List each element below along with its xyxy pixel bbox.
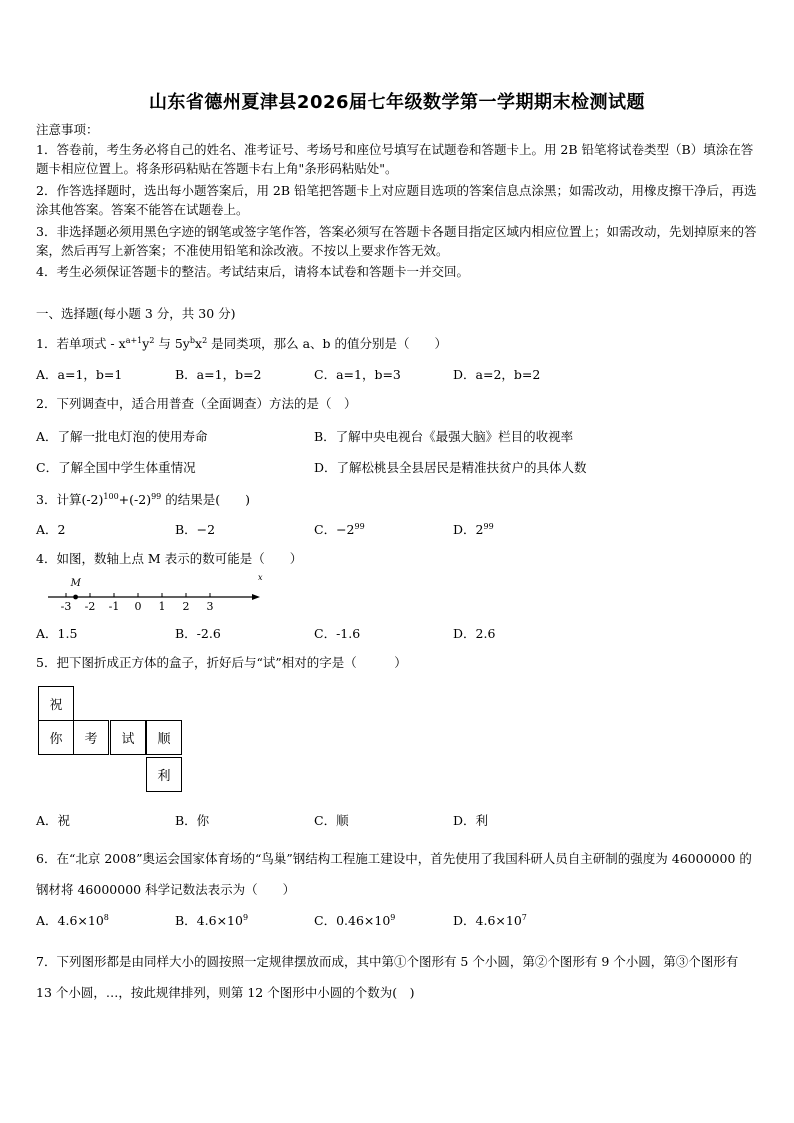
net-cell-kao: 考 [73,720,109,755]
option-b: B．-2.6 [175,626,221,641]
option-b: B．$4.6\times 10^9$ [175,913,249,928]
point-m [73,595,78,600]
net-cell-li: 利 [146,757,182,792]
point-m-label: M [70,578,81,589]
notice-item: 2．作答选择题时，选出每小题答案后，用 2B 铅笔把答题卡上对应题目选项的答案信息点涂黑；如需改动，用橡皮擦干净后，再选涂其他答案。答案不能答在试题卷上。 [36,183,757,217]
question-6-stem: 6．在“北京 2008”奥运会国家体育场的“鸟巢”钢结构工程施工建设中，首先使用了我国科研人员自主研制的强度为 46000000 的钢材将 46000000 科学记数法表示为（ ） [36,851,752,897]
option-d: D．利 [453,813,489,828]
option-a: A．$4.6\times 10^8$ [36,913,109,928]
notice-item: 3．非选择题必须用黑色字迹的钢笔或签字笔作答，答案必须写在答题卡各题目指定区域内相应位置上；如需改动，先划掉原来的答案，然后再写上新答案；不准使用铅笔和涂改液。不按以上要求作答无效。 [36,224,757,258]
option-d: D．2.6 [453,626,496,641]
tick-label: -3 [60,600,72,613]
option-a: A．2 [36,522,66,537]
tick-label: 2 [182,600,190,613]
option-d: D．$2^{99}$ [453,522,494,537]
question-2-stem: 2．下列调查中，适合用普查（全面调查）方法的是（ ） [36,396,357,411]
number-line-figure [44,574,270,614]
notice-item: 1．答卷前，考生务必将自己的姓名、准考证号、考场号和座位号填写在试题卷和答题卡上。用 2B 铅笔将试卷类型（B）填涂在答题卡相应位置上。将条形码粘贴在答题卡右上角"条形码粘贴处"。 [36,142,754,176]
tick-label: -2 [84,600,96,613]
option-b: B．a=1，b=2 [175,367,262,382]
tick-label: 1 [158,600,166,613]
option-b: B．了解中央电视台《最强大脑》栏目的收视率 [314,429,574,444]
net-cell-shun: 顺 [146,720,182,755]
tick-label: 3 [206,600,214,613]
question-7-stem: 7．下列图形都是由同样大小的圆按照一定规律摆放而成，其中第①个图形有 5 个小圆，第②个图形有 9 个小圆，第③个图形有 13 个小圆，…，按此规律排列，则第 12 个图形中小圆的个数为( ) [36,954,739,1000]
net-cell-ni: 你 [38,720,74,755]
question-1-stem: 1．若单项式 - $x^{a+1}y^2$ 与 $5y^bx^2$ 是同类项，那么 a、b 的值分别是（ ） [36,336,448,351]
notice-heading: 注意事项： [36,122,99,137]
section-heading: 一、选择题(每小题 3 分，共 30 分) [36,306,236,321]
tick-label: 0 [134,600,142,613]
option-c: C．$-2^{99}$ [314,522,365,537]
option-a: A．a=1，b=1 [36,367,123,382]
net-cell-shi: 试 [110,720,146,755]
option-c: C．顺 [314,813,349,828]
notice-item: 4．考生必须保证答题卡的整洁。考试结束后，请将本试卷和答题卡一并交回。 [36,264,469,279]
option-a: A．了解一批电灯泡的使用寿命 [36,429,208,444]
option-c: C．$0.46\times 10^9$ [314,913,396,928]
page-title: 山东省德州夏津县2026届七年级数学第一学期期末检测试题 [148,92,646,113]
option-c: C．a=1，b=3 [314,367,401,382]
axis-label-x: x [258,574,263,582]
option-d: D．$4.6\times 10^7$ [453,913,527,928]
option-d: D．a=2，b=2 [453,367,541,382]
question-5-stem: 5．把下图折成正方体的盒子，折好后与“试”相对的字是（ ） [36,655,407,670]
net-cell-zhu: 祝 [38,686,74,721]
question-3-stem: 3．计算$(-2)^{100}+(-2)^{99}$ 的结果是( ) [36,492,250,507]
option-a: A．1.5 [36,626,78,641]
option-b: B．−2 [175,522,216,537]
option-b: B．你 [175,813,210,828]
tick-label: -1 [108,600,120,613]
option-c: C．了解全国中学生体重情况 [36,460,196,475]
question-4-stem: 4．如图，数轴上点 M 表示的数可能是（ ） [36,551,303,566]
option-d: D．了解松桃县全县居民是精准扶贫户的具体人数 [314,460,587,475]
option-a: A．祝 [36,813,71,828]
option-c: C．-1.6 [314,626,361,641]
